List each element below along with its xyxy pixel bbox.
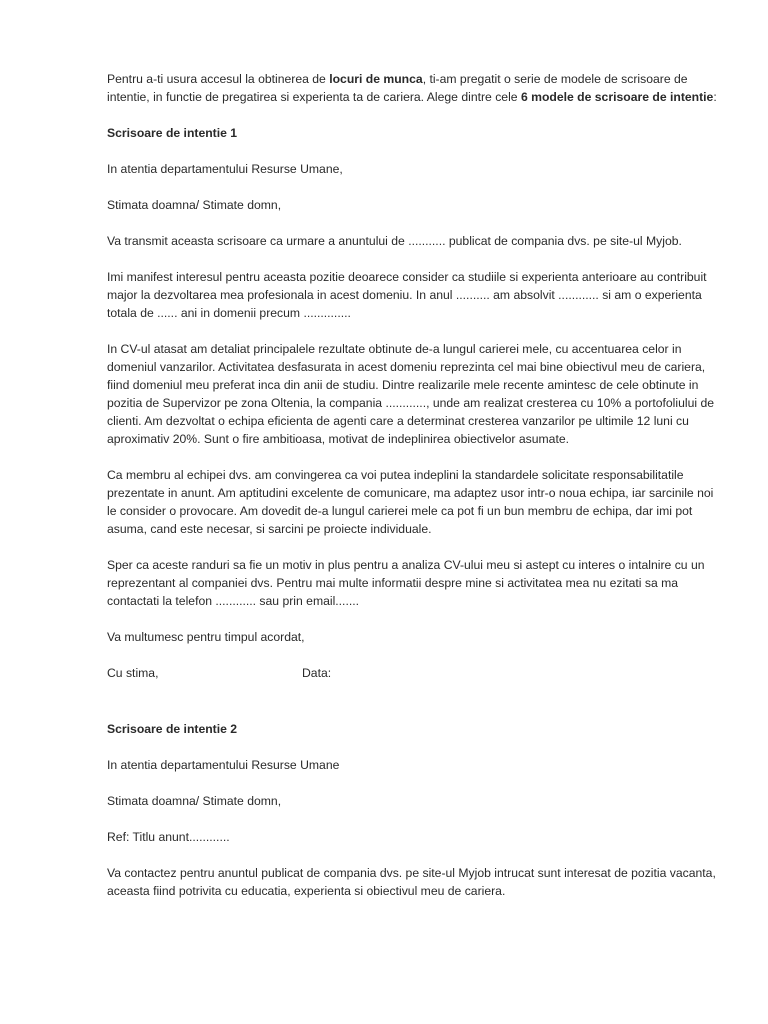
intro-text-3: : xyxy=(713,90,717,104)
letter1-salutation-dept: In atentia departamentului Resurse Umane, xyxy=(107,162,343,176)
letter1-paragraph-2: Imi manifest interesul pentru aceasta pozitie deoarece consider ca studiile si experienta anterioare au contribuit major la dezvoltarea mea profesionala in acest domeniu. In anul .......... am absolvit ............ si am o experienta totala de ...... ani in domenii precum .............. xyxy=(107,270,707,320)
letter1-paragraph-1: Va transmit aceasta scrisoare ca urmare a anuntului de ........... publicat de compania dvs. pe site-ul Myjob. xyxy=(107,234,682,248)
document-page xyxy=(107,70,719,918)
letter2-ref: Ref: Titlu anunt............ xyxy=(107,830,230,844)
letter1-thanks: Va multumesc pentru timpul acordat, xyxy=(107,630,305,644)
letter1-paragraph-4: Ca membru al echipei dvs. am convingerea ca voi putea indeplini la standardele solicitate responsabilitatile prezentate in anunt. Am aptitudini excelente de comunicare, ma adaptez usor intr-o noua echipa, iar sarcinile noi le consider o provocare. Am dovedit de-a lungul carierei mele ca pot fi un bun membru de echipa, dar imi pot asuma, cand este necesar, si sarcini pe proiecte individuale. xyxy=(107,468,714,536)
intro-paragraph xyxy=(107,70,719,106)
letter1-paragraph-5: Sper ca aceste randuri sa fie un motiv in plus pentru a analiza CV-ului meu si astept cu interes o intalnire cu un reprezentant al companiei dvs. Pentru mai multe informatii despre mine si activitatea mea nu ezitati sa ma contactati la telefon ............ sau prin email....... xyxy=(107,558,705,608)
intro-text-2: , ti-am pregatit o serie de modele de scrisoare de intentie, in functie de pregatirea si experienta ta de cariera. Alege dintre cele xyxy=(107,72,688,104)
intro-bold-count: 6 modele de scrisoare de intentie xyxy=(520,90,714,104)
letter2-paragraph-1: Va contactez pentru anuntul publicat de compania dvs. pe site-ul Myjob intrucat sunt interesat de pozitia vacanta, aceasta fiind potrivita cu educatia, experienta si obiectivul meu de cariera. xyxy=(107,866,716,898)
letter1-heading: Scrisoare de intentie 1 xyxy=(107,126,238,140)
letter1-paragraph-3: In CV-ul atasat am detaliat principalele rezultate obtinute de-a lungul carierei mele, cu accentuarea celor in domeniul vanzarilor. Activitatea desfasurata in acest domeniu reprezinta cel mai bine obiectivul meu de cariera, fiind domeniul meu preferat inca din anii de studiu. Dintre realizarile mele recente amintesc de cele obtinute in pozitia de Supervizor pe zona Oltenia, la compania ............, unde am realizat cresterea cu 10% a portofoliului de clienti. Am dezvoltat o echipa eficienta de agenti care a determinat cresterea vanzarilor pe ultimile 12 luni cu aproximativ 20%. Sunt o fire ambitioasa, motivat de indeplinirea obiectivelor asumate. xyxy=(107,342,715,446)
letter1-signature-row xyxy=(107,664,719,682)
intro-text-1: Pentru a-ti usura accesul la obtinerea de xyxy=(107,72,330,86)
letter1-date-label: Data: xyxy=(302,666,332,680)
letter2-greeting: Stimata doamna/ Stimate domn, xyxy=(107,794,282,808)
intro-bold-link: locuri de munca xyxy=(329,72,423,86)
letter2-heading: Scrisoare de intentie 2 xyxy=(107,722,238,736)
letter1-closing: Cu stima, xyxy=(107,666,159,680)
letter2-salutation-dept: In atentia departamentului Resurse Umane xyxy=(107,758,340,772)
letter1-greeting: Stimata doamna/ Stimate domn, xyxy=(107,198,282,212)
